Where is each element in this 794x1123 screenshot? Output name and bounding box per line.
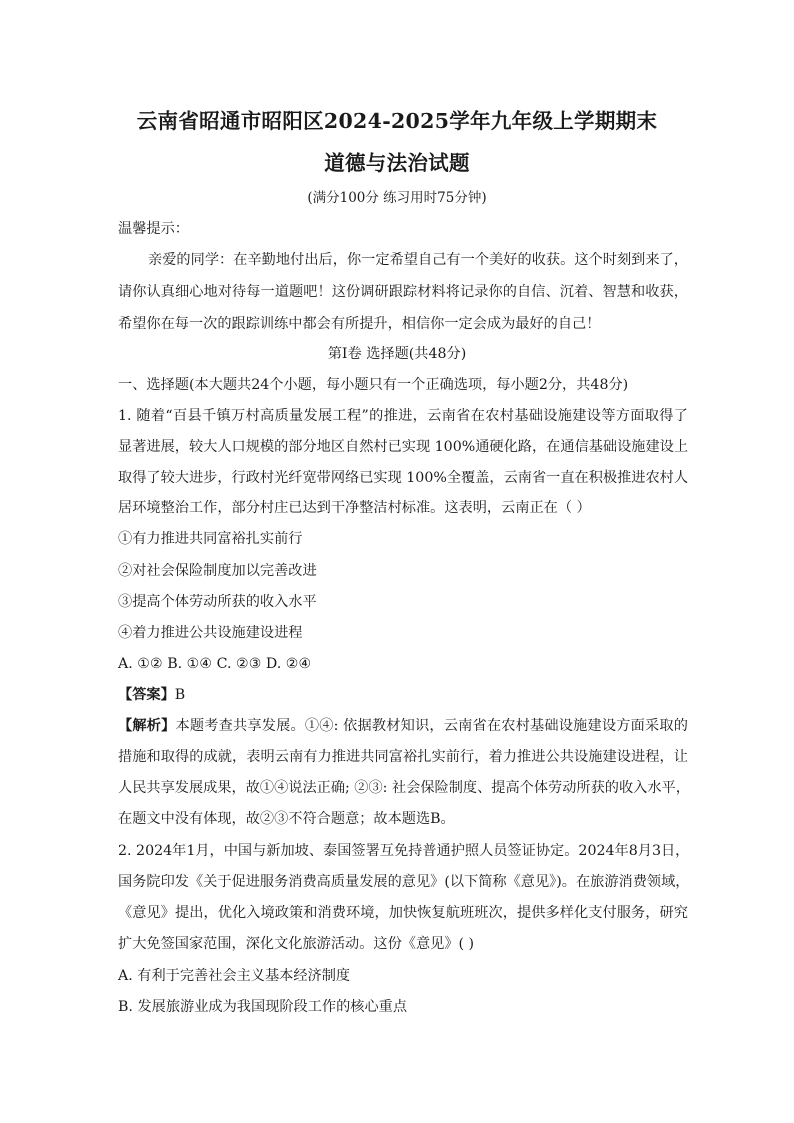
question-2-text: 2. 2024年1月，中国与新加坡、泰国签署互免持普通护照人员签证协定。2024年8月3日，: [118, 843, 690, 859]
question-1-option: ②对社会保险制度加以完善改进: [118, 563, 317, 579]
volume-title: 第Ⅰ卷 选择题(共48分): [327, 346, 467, 362]
question-1-text: 1. 随着“百县千镇万村高质量发展工程”的推进，云南省在农村基础设施建设等方面取得了: [118, 408, 688, 424]
question-1-analysis: 人民共享发展成果，故①④说法正确; ②③: 社会保险制度、提高个体劳动所获的收入水平，: [118, 780, 690, 796]
question-2-text: 《意见》提出，优化入境政策和消费环境，加快恢复航班班次，提供多样化支付服务，研究: [118, 905, 688, 921]
question-2-text: 扩大免签国家范围，深化文化旅游活动。这份《意见》( ): [118, 936, 475, 952]
question-2-option-a: A. 有利于完善社会主义基本经济制度: [118, 968, 351, 984]
answer-value: B: [174, 687, 186, 703]
question-1-option: ①有力推进共同富裕扎实前行: [118, 531, 303, 547]
question-1-analysis: 措施和取得的成就，表明云南有力推进共同富裕扎实前行，着力推进公共设施建设进程，让: [118, 749, 688, 765]
exam-info: (满分100分 练习用时75分钟): [307, 190, 487, 206]
question-1-option: ④着力推进公共设施建设进程: [118, 625, 303, 641]
question-1-analysis: [118, 716, 688, 736]
question-2-option-b: B. 发展旅游业成为我国现阶段工作的核心重点: [118, 999, 408, 1015]
question-1-text: 居环境整治工作，部分村庄已达到干净整洁村标准。这表明，云南正在（ ）: [118, 500, 591, 516]
question-1-text: 取得了较大进步，行政村光纤宽带网络已实现 100%全覆盖，云南省一直在积极推进农村人: [118, 470, 689, 486]
exam-title: 云南省昭通市昭阳区2024-2025学年九年级上学期期末: [136, 109, 658, 133]
question-1-option: ③提高个体劳动所获的收入水平: [118, 594, 317, 610]
analysis-label: 【解析】: [118, 718, 176, 734]
question-1-analysis: 在题文中没有体现，故②③不符合题意；故本题选B。: [118, 811, 455, 827]
subject-title: 道德与法治试题: [324, 151, 470, 175]
tips-label: 温馨提示：: [118, 221, 189, 237]
tips-line: 请你认真细心地对待每一道题吧！这份调研跟踪材料将记录你的自信、沉着、智慧和收获，: [118, 284, 688, 300]
answer-label: 【答案】: [118, 687, 175, 703]
question-2-text: 国务院印发《关于促进服务消费高质量发展的意见》(以下简称《意见》)。在旅游消费领域，: [118, 874, 690, 890]
tips-line: 亲爱的同学：在辛勤地付出后，你一定希望自己有一个美好的收获。这个时刻到来了，: [148, 252, 688, 268]
question-1-text: 显著进展，较大人口规模的部分地区自然村已实现 100%通硬化路，在通信基础设施建设上: [118, 439, 689, 455]
section-heading: 一、选择题(本大题共24个小题，每小题只有一个正确选项，每小题2分，共48分): [118, 377, 629, 393]
question-1-choices: A. ①② B. ①④ C. ②③ D. ②④: [118, 656, 312, 672]
tips-line: 希望你在每一次的跟踪训练中都会有所提升，相信你一定会成为最好的自己！: [118, 316, 601, 332]
analysis-text: 本题考查共享发展。①④: 依据教材知识，云南省在农村基础设施建设方面采取的: [175, 718, 688, 734]
question-1-answer: [118, 685, 688, 705]
